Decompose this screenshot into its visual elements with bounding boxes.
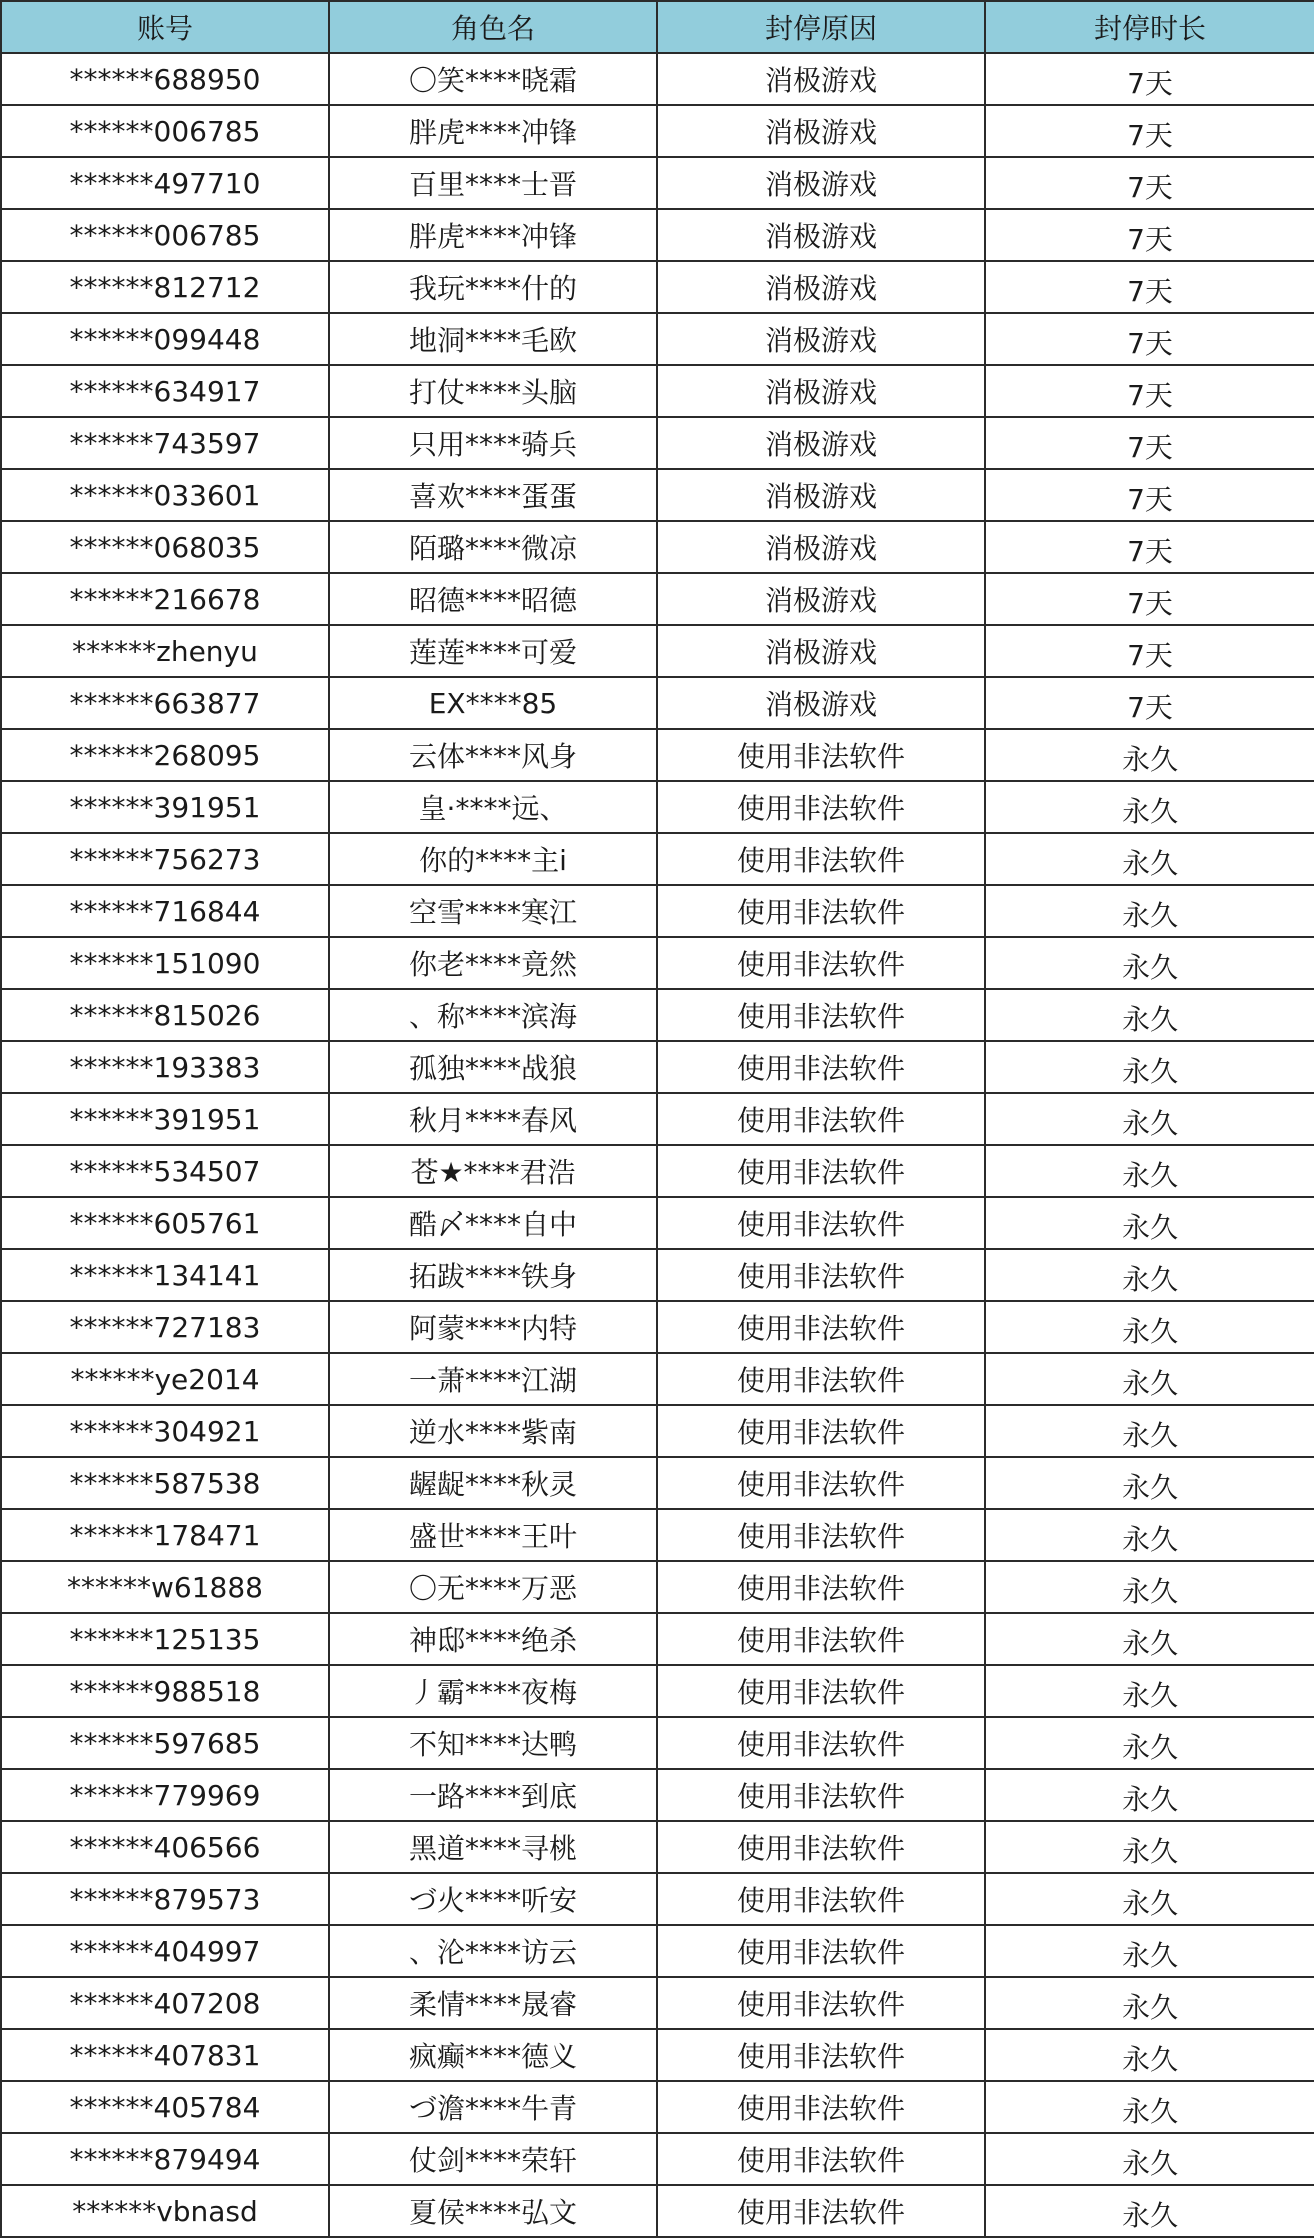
table-row [1,209,1314,261]
cell-ban-reason: 使用非法软件 [657,1405,985,1457]
header-account: 账号 [1,1,329,53]
cell-ban-duration: 永久 [985,2185,1314,2237]
cell-role-name: 只用****骑兵 [329,417,657,469]
cell-ban-duration: 永久 [985,1665,1314,1717]
table-body [1,53,1314,2237]
table-row [1,313,1314,365]
cell-account: ******779969 [1,1769,329,1821]
cell-account: ******404997 [1,1925,329,1977]
cell-ban-duration: 7天 [985,417,1314,469]
cell-ban-reason: 使用非法软件 [657,1509,985,1561]
cell-ban-reason: 使用非法软件 [657,1093,985,1145]
cell-ban-reason: 使用非法软件 [657,885,985,937]
cell-ban-duration: 7天 [985,677,1314,729]
cell-role-name: 柔情****晟睿 [329,1977,657,2029]
cell-ban-reason: 消极游戏 [657,209,985,261]
cell-account: ******406566 [1,1821,329,1873]
cell-ban-reason: 消极游戏 [657,157,985,209]
cell-ban-duration: 7天 [985,209,1314,261]
cell-ban-duration: 7天 [985,573,1314,625]
cell-account: ******407208 [1,1977,329,2029]
table-row [1,1665,1314,1717]
cell-account: ******178471 [1,1509,329,1561]
cell-ban-reason: 使用非法软件 [657,989,985,1041]
cell-role-name: 、称****滨海 [329,989,657,1041]
cell-account: ******879573 [1,1873,329,1925]
table-row [1,833,1314,885]
cell-ban-reason: 使用非法软件 [657,1665,985,1717]
table-row [1,1769,1314,1821]
cell-ban-reason: 消极游戏 [657,677,985,729]
table-row [1,2081,1314,2133]
table-row [1,105,1314,157]
table-row [1,2029,1314,2081]
cell-role-name: 疯癫****德义 [329,2029,657,2081]
cell-role-name: 盛世****王叶 [329,1509,657,1561]
cell-account: ******727183 [1,1301,329,1353]
cell-ban-reason: 使用非法软件 [657,1353,985,1405]
table-row [1,521,1314,573]
cell-ban-reason: 使用非法软件 [657,1873,985,1925]
cell-role-name: 你的****主i [329,833,657,885]
cell-ban-duration: 永久 [985,2133,1314,2185]
table-row [1,1145,1314,1197]
cell-role-name: 、沦****访云 [329,1925,657,1977]
cell-role-name: 一萧****江湖 [329,1353,657,1405]
table-row [1,417,1314,469]
cell-role-name: 〇笑****晓霜 [329,53,657,105]
cell-ban-reason: 使用非法软件 [657,1145,985,1197]
table-row [1,2133,1314,2185]
table-row [1,937,1314,989]
cell-ban-duration: 7天 [985,261,1314,313]
table-row [1,1457,1314,1509]
cell-ban-duration: 永久 [985,1301,1314,1353]
cell-role-name: 云体****风身 [329,729,657,781]
header-role-name: 角色名 [329,1,657,53]
cell-ban-reason: 使用非法软件 [657,2081,985,2133]
cell-role-name: 不知****达鸭 [329,1717,657,1769]
cell-account: ******634917 [1,365,329,417]
table-row [1,1353,1314,1405]
cell-ban-reason: 使用非法软件 [657,1717,985,1769]
cell-role-name: 黑道****寻桃 [329,1821,657,1873]
cell-account: ******988518 [1,1665,329,1717]
table-row [1,1977,1314,2029]
cell-ban-reason: 消极游戏 [657,53,985,105]
cell-account: ******193383 [1,1041,329,1093]
cell-role-name: 空雪****寒江 [329,885,657,937]
cell-ban-duration: 永久 [985,781,1314,833]
header-ban-duration: 封停时长 [985,1,1314,53]
cell-ban-reason: 使用非法软件 [657,1249,985,1301]
cell-role-name: 孤独****战狼 [329,1041,657,1093]
cell-role-name: 龌龊****秋灵 [329,1457,657,1509]
table-row [1,1561,1314,1613]
table-row [1,1613,1314,1665]
cell-ban-reason: 使用非法软件 [657,1561,985,1613]
table-row [1,1509,1314,1561]
cell-ban-duration: 永久 [985,1717,1314,1769]
cell-account: ******688950 [1,53,329,105]
cell-ban-reason: 使用非法软件 [657,2029,985,2081]
cell-ban-duration: 永久 [985,1457,1314,1509]
cell-account: ******268095 [1,729,329,781]
cell-ban-reason: 使用非法软件 [657,1769,985,1821]
table-row [1,677,1314,729]
cell-account: ******125135 [1,1613,329,1665]
cell-account: ******068035 [1,521,329,573]
cell-role-name: づ澹****牛青 [329,2081,657,2133]
cell-ban-duration: 永久 [985,729,1314,781]
cell-ban-reason: 消极游戏 [657,261,985,313]
cell-ban-duration: 7天 [985,365,1314,417]
cell-ban-duration: 永久 [985,1041,1314,1093]
cell-account: ******304921 [1,1405,329,1457]
cell-ban-reason: 消极游戏 [657,625,985,677]
cell-ban-duration: 永久 [985,833,1314,885]
cell-ban-duration: 永久 [985,2029,1314,2081]
cell-ban-duration: 永久 [985,1925,1314,1977]
cell-role-name: 皇·****远、 [329,781,657,833]
cell-ban-duration: 7天 [985,53,1314,105]
cell-ban-duration: 永久 [985,1561,1314,1613]
cell-account: ******216678 [1,573,329,625]
table-row [1,157,1314,209]
table-row [1,1405,1314,1457]
cell-ban-duration: 7天 [985,105,1314,157]
cell-role-name: 陌璐****微凉 [329,521,657,573]
cell-account: ******743597 [1,417,329,469]
cell-account: ******w61888 [1,1561,329,1613]
cell-role-name: 阿蒙****内特 [329,1301,657,1353]
table-row [1,1717,1314,1769]
cell-role-name: 喜欢****蛋蛋 [329,469,657,521]
cell-ban-reason: 使用非法软件 [657,1197,985,1249]
cell-ban-reason: 消极游戏 [657,573,985,625]
table-row [1,729,1314,781]
cell-role-name: 你老****竟然 [329,937,657,989]
table-row [1,1301,1314,1353]
table-row [1,1821,1314,1873]
cell-ban-duration: 7天 [985,313,1314,365]
cell-account: ******405784 [1,2081,329,2133]
cell-account: ******033601 [1,469,329,521]
cell-role-name: 秋月****春风 [329,1093,657,1145]
cell-account: ******ye2014 [1,1353,329,1405]
cell-ban-reason: 使用非法软件 [657,781,985,833]
cell-account: ******006785 [1,209,329,261]
cell-ban-duration: 永久 [985,989,1314,1041]
cell-role-name: 仗剑****荣轩 [329,2133,657,2185]
cell-role-name: づ火****听安 [329,1873,657,1925]
cell-role-name: 胖虎****冲锋 [329,209,657,261]
cell-account: ******391951 [1,1093,329,1145]
cell-ban-reason: 使用非法软件 [657,2185,985,2237]
table-row [1,573,1314,625]
cell-account: ******815026 [1,989,329,1041]
cell-ban-duration: 7天 [985,625,1314,677]
cell-ban-reason: 使用非法软件 [657,2133,985,2185]
cell-ban-reason: 使用非法软件 [657,937,985,989]
cell-account: ******497710 [1,157,329,209]
cell-role-name: 拓跋****铁身 [329,1249,657,1301]
cell-account: ******134141 [1,1249,329,1301]
table-header [1,1,1314,53]
cell-account: ******756273 [1,833,329,885]
cell-account: ******605761 [1,1197,329,1249]
cell-ban-duration: 永久 [985,1197,1314,1249]
table-row [1,1197,1314,1249]
cell-ban-duration: 永久 [985,1249,1314,1301]
table-row [1,1873,1314,1925]
cell-ban-reason: 使用非法软件 [657,1041,985,1093]
header-ban-reason: 封停原因 [657,1,985,53]
cell-ban-reason: 消极游戏 [657,105,985,157]
cell-role-name: 逆水****紫南 [329,1405,657,1457]
cell-ban-duration: 永久 [985,1821,1314,1873]
cell-role-name: 夏侯****弘文 [329,2185,657,2237]
table-row [1,1249,1314,1301]
cell-account: ******597685 [1,1717,329,1769]
cell-ban-reason: 使用非法软件 [657,1613,985,1665]
cell-ban-duration: 永久 [985,2081,1314,2133]
cell-ban-duration: 永久 [985,1093,1314,1145]
table-row [1,53,1314,105]
cell-ban-duration: 永久 [985,1873,1314,1925]
cell-account: ******vbnasd [1,2185,329,2237]
cell-role-name: 我玩****什的 [329,261,657,313]
cell-ban-reason: 消极游戏 [657,521,985,573]
cell-ban-duration: 永久 [985,1145,1314,1197]
cell-ban-duration: 7天 [985,469,1314,521]
cell-role-name: 百里****士晋 [329,157,657,209]
cell-ban-reason: 使用非法软件 [657,1977,985,2029]
cell-role-name: 〇无****万恶 [329,1561,657,1613]
cell-role-name: 打仗****头脑 [329,365,657,417]
table-row [1,625,1314,677]
cell-ban-reason: 使用非法软件 [657,729,985,781]
cell-account: ******716844 [1,885,329,937]
cell-account: ******879494 [1,2133,329,2185]
cell-ban-duration: 永久 [985,1977,1314,2029]
cell-ban-reason: 消极游戏 [657,469,985,521]
cell-account: ******812712 [1,261,329,313]
cell-role-name: 丿霸****夜梅 [329,1665,657,1717]
cell-ban-duration: 永久 [985,1613,1314,1665]
table-row [1,2185,1314,2237]
cell-account: ******663877 [1,677,329,729]
cell-role-name: 胖虎****冲锋 [329,105,657,157]
cell-role-name: 昭德****昭德 [329,573,657,625]
cell-account: ******587538 [1,1457,329,1509]
cell-ban-reason: 消极游戏 [657,313,985,365]
cell-ban-reason: 消极游戏 [657,365,985,417]
cell-ban-duration: 7天 [985,521,1314,573]
cell-ban-reason: 使用非法软件 [657,1301,985,1353]
cell-account: ******391951 [1,781,329,833]
table-row [1,989,1314,1041]
table-row [1,469,1314,521]
cell-account: ******006785 [1,105,329,157]
cell-account: ******534507 [1,1145,329,1197]
table-row [1,885,1314,937]
cell-ban-duration: 永久 [985,885,1314,937]
cell-ban-duration: 永久 [985,1769,1314,1821]
cell-role-name: 酷〆****自中 [329,1197,657,1249]
table-row [1,365,1314,417]
cell-role-name: 苍★****君浩 [329,1145,657,1197]
table-row [1,781,1314,833]
table-row [1,1093,1314,1145]
cell-role-name: 神邸****绝杀 [329,1613,657,1665]
cell-account: ******407831 [1,2029,329,2081]
table-row [1,1925,1314,1977]
cell-ban-duration: 7天 [985,157,1314,209]
cell-ban-reason: 消极游戏 [657,417,985,469]
cell-role-name: 莲莲****可爱 [329,625,657,677]
header-row [1,1,1314,53]
cell-ban-reason: 使用非法软件 [657,1925,985,1977]
cell-account: ******099448 [1,313,329,365]
cell-account: ******151090 [1,937,329,989]
cell-account: ******zhenyu [1,625,329,677]
cell-ban-duration: 永久 [985,1509,1314,1561]
cell-ban-duration: 永久 [985,1405,1314,1457]
table-row [1,1041,1314,1093]
cell-role-name: 地洞****毛欧 [329,313,657,365]
table-row [1,261,1314,313]
cell-ban-reason: 使用非法软件 [657,833,985,885]
cell-ban-reason: 使用非法软件 [657,1821,985,1873]
cell-role-name: EX****85 [329,677,657,729]
cell-ban-reason: 使用非法软件 [657,1457,985,1509]
cell-role-name: 一路****到底 [329,1769,657,1821]
cell-ban-duration: 永久 [985,937,1314,989]
cell-ban-duration: 永久 [985,1353,1314,1405]
